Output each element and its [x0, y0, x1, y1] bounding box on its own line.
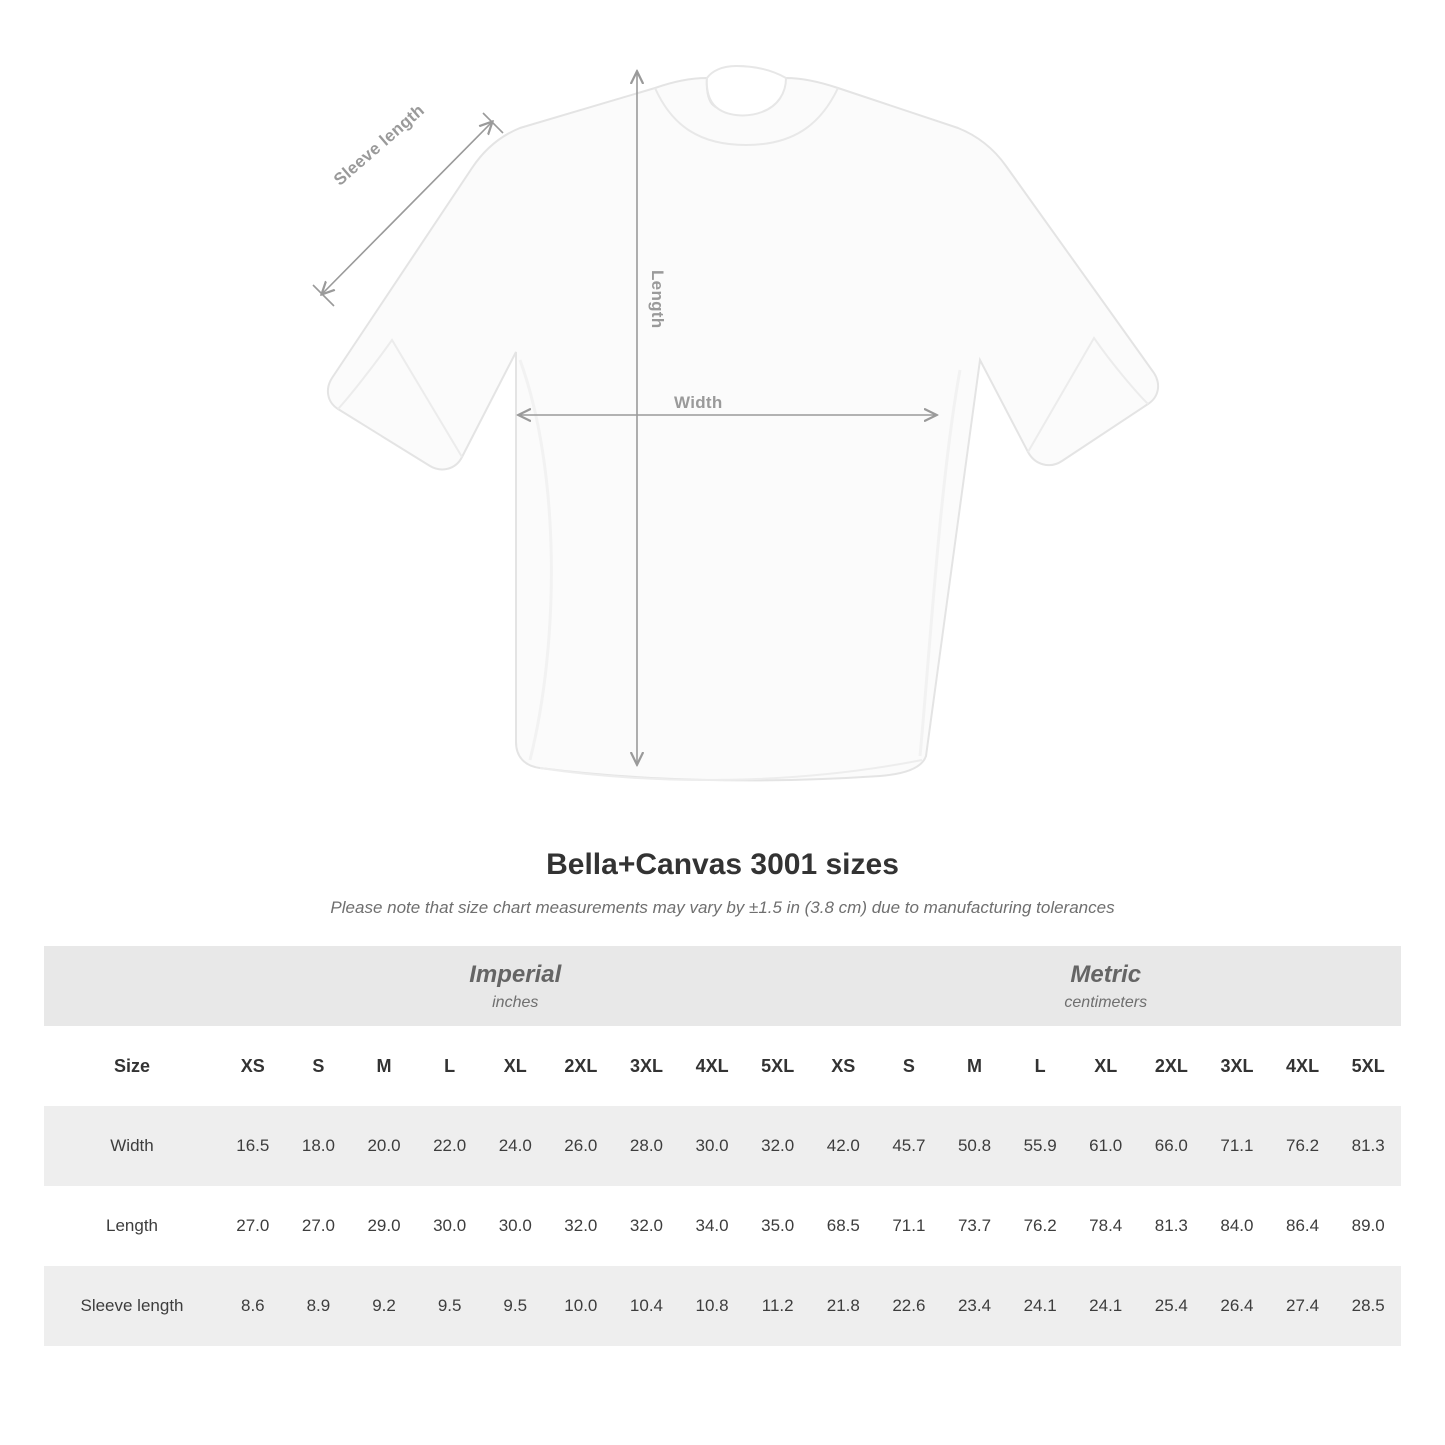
- cell: 30.0: [482, 1186, 548, 1266]
- col-header: L: [417, 1026, 483, 1106]
- cell: 10.4: [614, 1266, 680, 1346]
- col-header: XL: [482, 1026, 548, 1106]
- unit-name-imperial: Imperial: [469, 961, 562, 988]
- unit-sub-metric: centimeters: [1064, 994, 1148, 1011]
- cell: 89.0: [1335, 1186, 1401, 1266]
- cell: 23.4: [942, 1266, 1008, 1346]
- cell: 22.6: [876, 1266, 942, 1346]
- unit-group-imperial: [220, 946, 810, 1026]
- cell: 22.0: [417, 1106, 483, 1186]
- col-header: 4XL: [679, 1026, 745, 1106]
- cell: 50.8: [942, 1106, 1008, 1186]
- col-header: 2XL: [1139, 1026, 1205, 1106]
- page-title: Bella+Canvas 3001 sizes: [546, 848, 899, 881]
- col-header: L: [1007, 1026, 1073, 1106]
- cell: 30.0: [417, 1186, 483, 1266]
- col-header: XS: [810, 1026, 876, 1106]
- length-label: Length: [648, 270, 667, 329]
- cell: 24.0: [482, 1106, 548, 1186]
- col-header: S: [286, 1026, 352, 1106]
- col-header: M: [942, 1026, 1008, 1106]
- cell: 55.9: [1007, 1106, 1073, 1186]
- cell: 10.0: [548, 1266, 614, 1346]
- cell: 35.0: [745, 1186, 811, 1266]
- cell: 66.0: [1139, 1106, 1205, 1186]
- col-header: 5XL: [745, 1026, 811, 1106]
- cell: 8.6: [220, 1266, 286, 1346]
- cell: 20.0: [351, 1106, 417, 1186]
- size-table: [44, 946, 1401, 1346]
- cell: 73.7: [942, 1186, 1008, 1266]
- unit-header-spacer: [44, 946, 220, 1026]
- cell: 21.8: [810, 1266, 876, 1346]
- col-header: M: [351, 1026, 417, 1106]
- cell: 76.2: [1270, 1106, 1336, 1186]
- cell: 32.0: [745, 1106, 811, 1186]
- cell: 8.9: [286, 1266, 352, 1346]
- cell: 28.5: [1335, 1266, 1401, 1346]
- cell: 34.0: [679, 1186, 745, 1266]
- cell: 24.1: [1007, 1266, 1073, 1346]
- table-row: [44, 1266, 1401, 1346]
- cell: 29.0: [351, 1186, 417, 1266]
- cell: 86.4: [1270, 1186, 1336, 1266]
- cell: 78.4: [1073, 1186, 1139, 1266]
- cell: 45.7: [876, 1106, 942, 1186]
- header-size-label: Size: [44, 1026, 220, 1106]
- unit-group-metric: [810, 946, 1401, 1026]
- cell: 26.4: [1204, 1266, 1270, 1346]
- col-header: XL: [1073, 1026, 1139, 1106]
- table-row: [44, 1106, 1401, 1186]
- cell: 68.5: [810, 1186, 876, 1266]
- size-table-wrapper: [44, 946, 1401, 1346]
- tolerance-note: Please note that size chart measurements may vary by ±1.5 in (3.8 cm) due to manufacturing tolerances: [330, 898, 1115, 917]
- col-header: 3XL: [1204, 1026, 1270, 1106]
- cell: 18.0: [286, 1106, 352, 1186]
- table-row: [44, 1186, 1401, 1266]
- cell: 30.0: [679, 1106, 745, 1186]
- cell: 32.0: [548, 1186, 614, 1266]
- row-label-width: Width: [44, 1106, 220, 1186]
- row-label-length: Length: [44, 1186, 220, 1266]
- col-header: 4XL: [1270, 1026, 1336, 1106]
- cell: 71.1: [876, 1186, 942, 1266]
- tshirt-shape: [328, 66, 1158, 780]
- cell: 27.0: [220, 1186, 286, 1266]
- unit-sub-imperial: inches: [492, 994, 539, 1011]
- cell: 9.2: [351, 1266, 417, 1346]
- col-header: 3XL: [614, 1026, 680, 1106]
- col-header: S: [876, 1026, 942, 1106]
- cell: 42.0: [810, 1106, 876, 1186]
- sleeve-length-label: Sleeve length: [330, 100, 429, 190]
- col-header: 2XL: [548, 1026, 614, 1106]
- unit-header-row: [44, 946, 1401, 1026]
- cell: 11.2: [745, 1266, 811, 1346]
- cell: 25.4: [1139, 1266, 1205, 1346]
- title-block: [0, 848, 1445, 918]
- cell: 84.0: [1204, 1186, 1270, 1266]
- cell: 27.0: [286, 1186, 352, 1266]
- column-header-row: [44, 1026, 1401, 1106]
- width-label: Width: [674, 393, 723, 412]
- cell: 16.5: [220, 1106, 286, 1186]
- cell: 28.0: [614, 1106, 680, 1186]
- cell: 76.2: [1007, 1186, 1073, 1266]
- cell: 81.3: [1139, 1186, 1205, 1266]
- cell: 61.0: [1073, 1106, 1139, 1186]
- cell: 81.3: [1335, 1106, 1401, 1186]
- col-header: 5XL: [1335, 1026, 1401, 1106]
- row-label-sleeve-length: Sleeve length: [44, 1266, 220, 1346]
- cell: 32.0: [614, 1186, 680, 1266]
- col-header: XS: [220, 1026, 286, 1106]
- cell: 26.0: [548, 1106, 614, 1186]
- cell: 27.4: [1270, 1266, 1336, 1346]
- cell: 9.5: [482, 1266, 548, 1346]
- cell: 9.5: [417, 1266, 483, 1346]
- cell: 10.8: [679, 1266, 745, 1346]
- cell: 71.1: [1204, 1106, 1270, 1186]
- cell: 24.1: [1073, 1266, 1139, 1346]
- unit-name-metric: Metric: [1070, 961, 1142, 988]
